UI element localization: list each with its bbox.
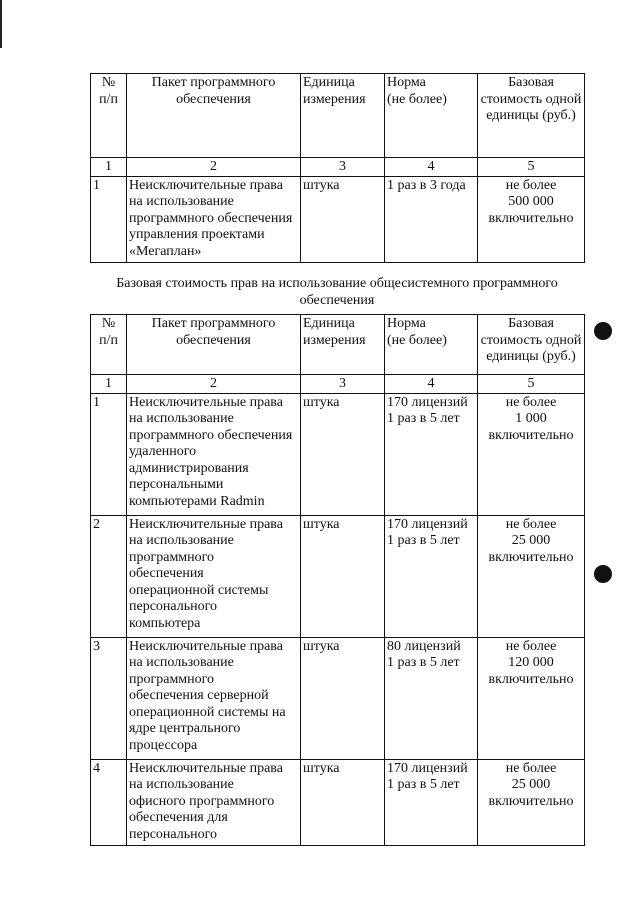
row-norm: 170 лицензий 1 раз в 5 лет [385, 759, 478, 845]
row-name: Неисключительные права на использование офисного программного обеспечения для персонального [127, 759, 301, 845]
row-name: Неисключительные права на использование программного обеспечения серверной операционной системы на ядре центрального процессора [127, 637, 301, 759]
header-package: Пакет программного обеспечения [127, 315, 301, 375]
row-cost: не более 25 000 включительно [478, 759, 585, 845]
row-norm: 170 лицензий 1 раз в 5 лет [385, 393, 478, 515]
col-number: 4 [385, 375, 478, 394]
column-number-row [91, 158, 585, 177]
binder-hole [594, 565, 612, 583]
row-cost: не более 500 000 включительно [478, 176, 585, 262]
row-name: Неисключительные права на использование программного обеспечения управления проектами «Мегаплан» [127, 176, 301, 262]
col-number: 5 [478, 158, 585, 177]
row-num: 1 [91, 176, 127, 262]
header-cost: Базовая стоимость одной единицы (руб.) [478, 315, 585, 375]
row-cost: не более 120 000 включительно [478, 637, 585, 759]
col-number: 2 [127, 375, 301, 394]
header-unit: Единица измерения [301, 315, 385, 375]
row-num: 3 [91, 637, 127, 759]
col-number: 3 [301, 158, 385, 177]
software-cost-table-2 [90, 314, 585, 846]
table-row [91, 176, 585, 262]
row-name: Неисключительные права на использование программного обеспечения операционной системы персонального компьютера [127, 515, 301, 637]
row-unit: штука [301, 176, 385, 262]
column-number-row [91, 375, 585, 394]
row-num: 1 [91, 393, 127, 515]
header-norm: Норма (не более) [385, 74, 478, 158]
col-number: 1 [91, 158, 127, 177]
row-unit: штука [301, 393, 385, 515]
row-cost: не более 25 000 включительно [478, 515, 585, 637]
col-number: 2 [127, 158, 301, 177]
software-cost-table-1 [90, 73, 585, 263]
row-unit: штука [301, 759, 385, 845]
row-num: 4 [91, 759, 127, 845]
table-row [91, 637, 585, 759]
col-number: 3 [301, 375, 385, 394]
section-title: Базовая стоимость прав на использование общесистемного программного обеспечения [116, 276, 558, 308]
table-row [91, 515, 585, 637]
col-number: 4 [385, 158, 478, 177]
row-cost: не более 1 000 включительно [478, 393, 585, 515]
table-header-row [91, 74, 585, 158]
row-unit: штука [301, 515, 385, 637]
header-unit: Единица измерения [301, 74, 385, 158]
page-edge-mark [0, 0, 2, 48]
header-num: № п/п [91, 74, 127, 158]
row-unit: штука [301, 637, 385, 759]
header-norm: Норма (не более) [385, 315, 478, 375]
row-norm: 170 лицензий 1 раз в 5 лет [385, 515, 478, 637]
row-name: Неисключительные права на использование программного обеспечения удаленного администрирования персональными компьютерами Radmin [127, 393, 301, 515]
table-row [91, 759, 585, 845]
header-package: Пакет программного обеспечения [127, 74, 301, 158]
header-cost: Базовая стоимость одной единицы (руб.) [478, 74, 585, 158]
binder-hole [594, 322, 612, 340]
row-norm: 80 лицензий 1 раз в 5 лет [385, 637, 478, 759]
table-row [91, 393, 585, 515]
col-number: 1 [91, 375, 127, 394]
table-header-row [91, 315, 585, 375]
header-num: № п/п [91, 315, 127, 375]
row-num: 2 [91, 515, 127, 637]
row-norm: 1 раз в 3 года [385, 176, 478, 262]
col-number: 5 [478, 375, 585, 394]
